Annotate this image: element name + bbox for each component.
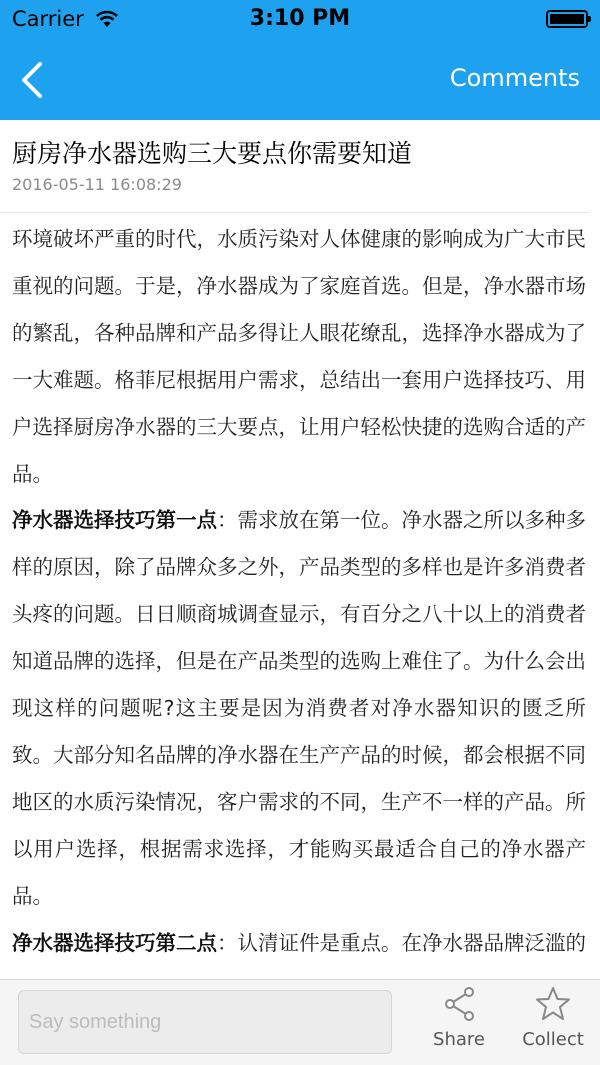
nav-bar [0, 40, 600, 120]
paragraph-text: ：认清证件是重点。在净水器品牌泛滥的 [217, 930, 586, 955]
star-icon [534, 986, 572, 1022]
comment-input[interactable] [18, 990, 392, 1054]
paragraph-heading: 净水器选择技巧第二点 [12, 930, 217, 955]
status-time: 3:10 PM [249, 6, 351, 31]
share-label: Share [433, 1029, 485, 1050]
comments-button[interactable]: Comments [449, 64, 580, 92]
collect-label: Collect [522, 1029, 584, 1050]
divider [0, 212, 590, 213]
status-bar [0, 0, 600, 40]
article-paragraph [12, 216, 586, 497]
bottom-bar [0, 979, 600, 1065]
chevron-left-icon[interactable] [18, 58, 58, 102]
article-paragraph [12, 497, 586, 919]
article-body [12, 216, 586, 978]
share-icon [441, 986, 477, 1022]
paragraph-text: 环境破坏严重的时代，水质污染对人体健康的影响成为广大市民重视的问题。于是，净水器成为了家庭首选。但是，净水器市场的繁乱，各种品牌和产品多得让人眼花缭乱，选择净水器成为了一大难题。格菲尼根据用户需求，总结出一套用户选择技巧、用户选择厨房净水器的三大要点，让用户轻松快捷的选购合适的产品。 [12, 227, 586, 486]
carrier-label: Carrier [12, 7, 84, 31]
paragraph-text: ：需求放在第一位。净水器之所以多种多样的原因，除了品牌众多之外，产品类型的多样也是许多消费者头疼的问题。日日顺商城调查显示，有百分之八十以上的消费者知道品牌的选择，但是在产品类型的选购上难住了。为什么会出现这样的问题呢?这主要是因为消费者对净水器知识的匮乏所致。大部分知名品牌的净水器在生产产品的时候，都会根据不同地区的水质污染情况，客户需求的不同，生产不一样的产品。所以用户选择，根据需求选择，才能购买最适合自己的净水器产品。 [12, 508, 586, 908]
collect-button[interactable] [516, 986, 590, 1050]
paragraph-heading: 净水器选择技巧第一点 [12, 508, 217, 533]
article-title: 厨房净水器选购三大要点你需要知道 [12, 139, 413, 168]
share-button[interactable] [424, 986, 494, 1050]
article-timestamp: 2016-05-11 16:08:29 [12, 175, 182, 194]
battery-icon [546, 10, 588, 28]
